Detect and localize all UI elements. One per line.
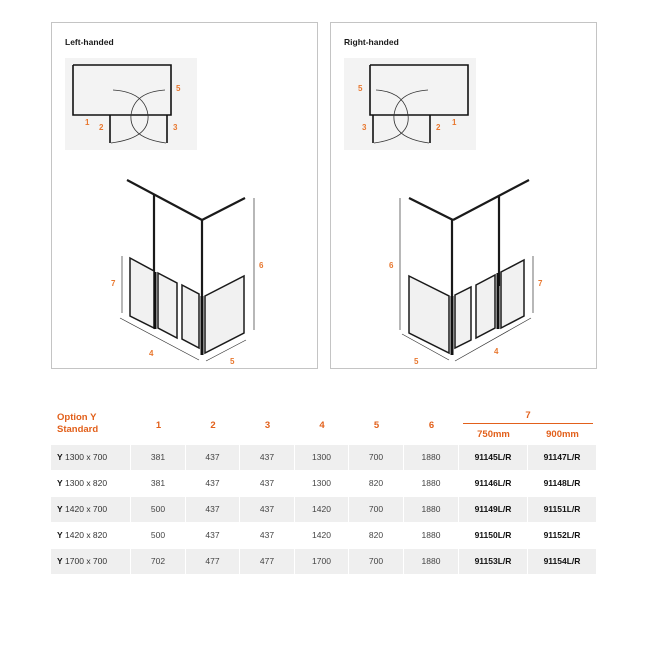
cell-code-900: 91152L/R <box>528 523 597 548</box>
cell-code-900: 91151L/R <box>528 497 597 522</box>
dim-label-3: 3 <box>173 123 178 132</box>
right-handed-panel <box>330 22 597 369</box>
dim-label-5: 5 <box>358 84 363 93</box>
col-header-900mm: 900mm <box>546 429 579 440</box>
cell-6: 1880 <box>404 471 459 496</box>
iso-label-4: 4 <box>149 349 154 358</box>
plan-diagram-right <box>344 58 476 150</box>
cell-4: 1420 <box>295 497 349 522</box>
cell-3: 437 <box>240 471 295 496</box>
cell-5: 700 <box>349 497 404 522</box>
cell-6: 1880 <box>404 445 459 470</box>
col-header-6: 6 <box>428 420 435 431</box>
iso-diagram-left <box>102 168 282 368</box>
cell-3: 437 <box>240 523 295 548</box>
cell-code-900: 91147L/R <box>528 445 597 470</box>
cell-2: 477 <box>186 549 240 574</box>
cell-code-900: 91154L/R <box>528 549 597 574</box>
cell-1: 500 <box>131 497 186 522</box>
iso-label-7: 7 <box>538 279 543 288</box>
cell-6: 1880 <box>404 497 459 522</box>
row-label: Y 1300 x 820 <box>51 471 131 496</box>
cell-code-750: 91149L/R <box>459 497 528 522</box>
cell-1: 381 <box>131 471 186 496</box>
cell-3: 477 <box>240 549 295 574</box>
cell-5: 820 <box>349 523 404 548</box>
cell-5: 700 <box>349 549 404 574</box>
iso-label-5: 5 <box>230 357 235 366</box>
col-header-2: 2 <box>210 420 216 431</box>
col-header-5: 5 <box>373 420 380 431</box>
dim-label-3: 3 <box>362 123 367 132</box>
row-label: Y 1420 x 700 <box>51 497 131 522</box>
cell-3: 437 <box>240 497 295 522</box>
row-label: Y 1700 x 700 <box>51 549 131 574</box>
col-header-1: 1 <box>155 420 162 431</box>
row-label: Y 1420 x 820 <box>51 523 131 548</box>
iso-label-4: 4 <box>494 347 499 356</box>
panel-title: Right-handed <box>344 37 399 47</box>
cell-code-750: 91150L/R <box>459 523 528 548</box>
cell-4: 1700 <box>295 549 349 574</box>
cell-1: 381 <box>131 445 186 470</box>
cell-5: 820 <box>349 471 404 496</box>
table-row <box>51 523 597 549</box>
row-label: Y 1300 x 700 <box>51 445 131 470</box>
option-header <box>57 412 98 436</box>
cell-3: 437 <box>240 445 295 470</box>
cell-2: 437 <box>186 497 240 522</box>
cell-2: 437 <box>186 523 240 548</box>
cell-6: 1880 <box>404 549 459 574</box>
table-row <box>51 549 597 575</box>
left-handed-panel <box>51 22 318 369</box>
iso-label-5: 5 <box>414 357 419 366</box>
cell-code-750: 91146L/R <box>459 471 528 496</box>
table-row <box>51 471 597 497</box>
col-group-7: 7 <box>525 410 531 421</box>
cell-2: 437 <box>186 471 240 496</box>
iso-label-6: 6 <box>389 261 394 270</box>
cell-4: 1300 <box>295 445 349 470</box>
option-line2: Standard <box>57 424 99 435</box>
dim-label-1: 1 <box>452 118 457 127</box>
cell-1: 500 <box>131 523 186 548</box>
cell-4: 1420 <box>295 523 349 548</box>
plan-diagram-left <box>65 58 197 150</box>
panel-title: Left-handed <box>65 37 114 47</box>
cell-code-750: 91153L/R <box>459 549 528 574</box>
col-header-4: 4 <box>319 420 325 431</box>
group-divider <box>463 423 593 424</box>
cell-2: 437 <box>186 445 240 470</box>
cell-5: 700 <box>349 445 404 470</box>
iso-label-7: 7 <box>111 279 116 288</box>
cell-code-900: 91148L/R <box>528 471 597 496</box>
option-line1: Option Y <box>57 412 97 423</box>
iso-diagram-right <box>371 168 561 368</box>
dim-label-5: 5 <box>176 84 181 93</box>
cell-code-750: 91145L/R <box>459 445 528 470</box>
table-header <box>51 405 597 445</box>
table-row <box>51 497 597 523</box>
dim-label-2: 2 <box>99 123 104 132</box>
cell-4: 1300 <box>295 471 349 496</box>
dim-label-1: 1 <box>85 118 90 127</box>
cell-6: 1880 <box>404 523 459 548</box>
iso-label-6: 6 <box>259 261 264 270</box>
cell-1: 702 <box>131 549 186 574</box>
col-header-750mm: 750mm <box>477 429 510 440</box>
dim-label-2: 2 <box>436 123 441 132</box>
col-header-3: 3 <box>264 420 271 431</box>
table-row <box>51 445 597 471</box>
dimensions-table <box>51 405 597 575</box>
